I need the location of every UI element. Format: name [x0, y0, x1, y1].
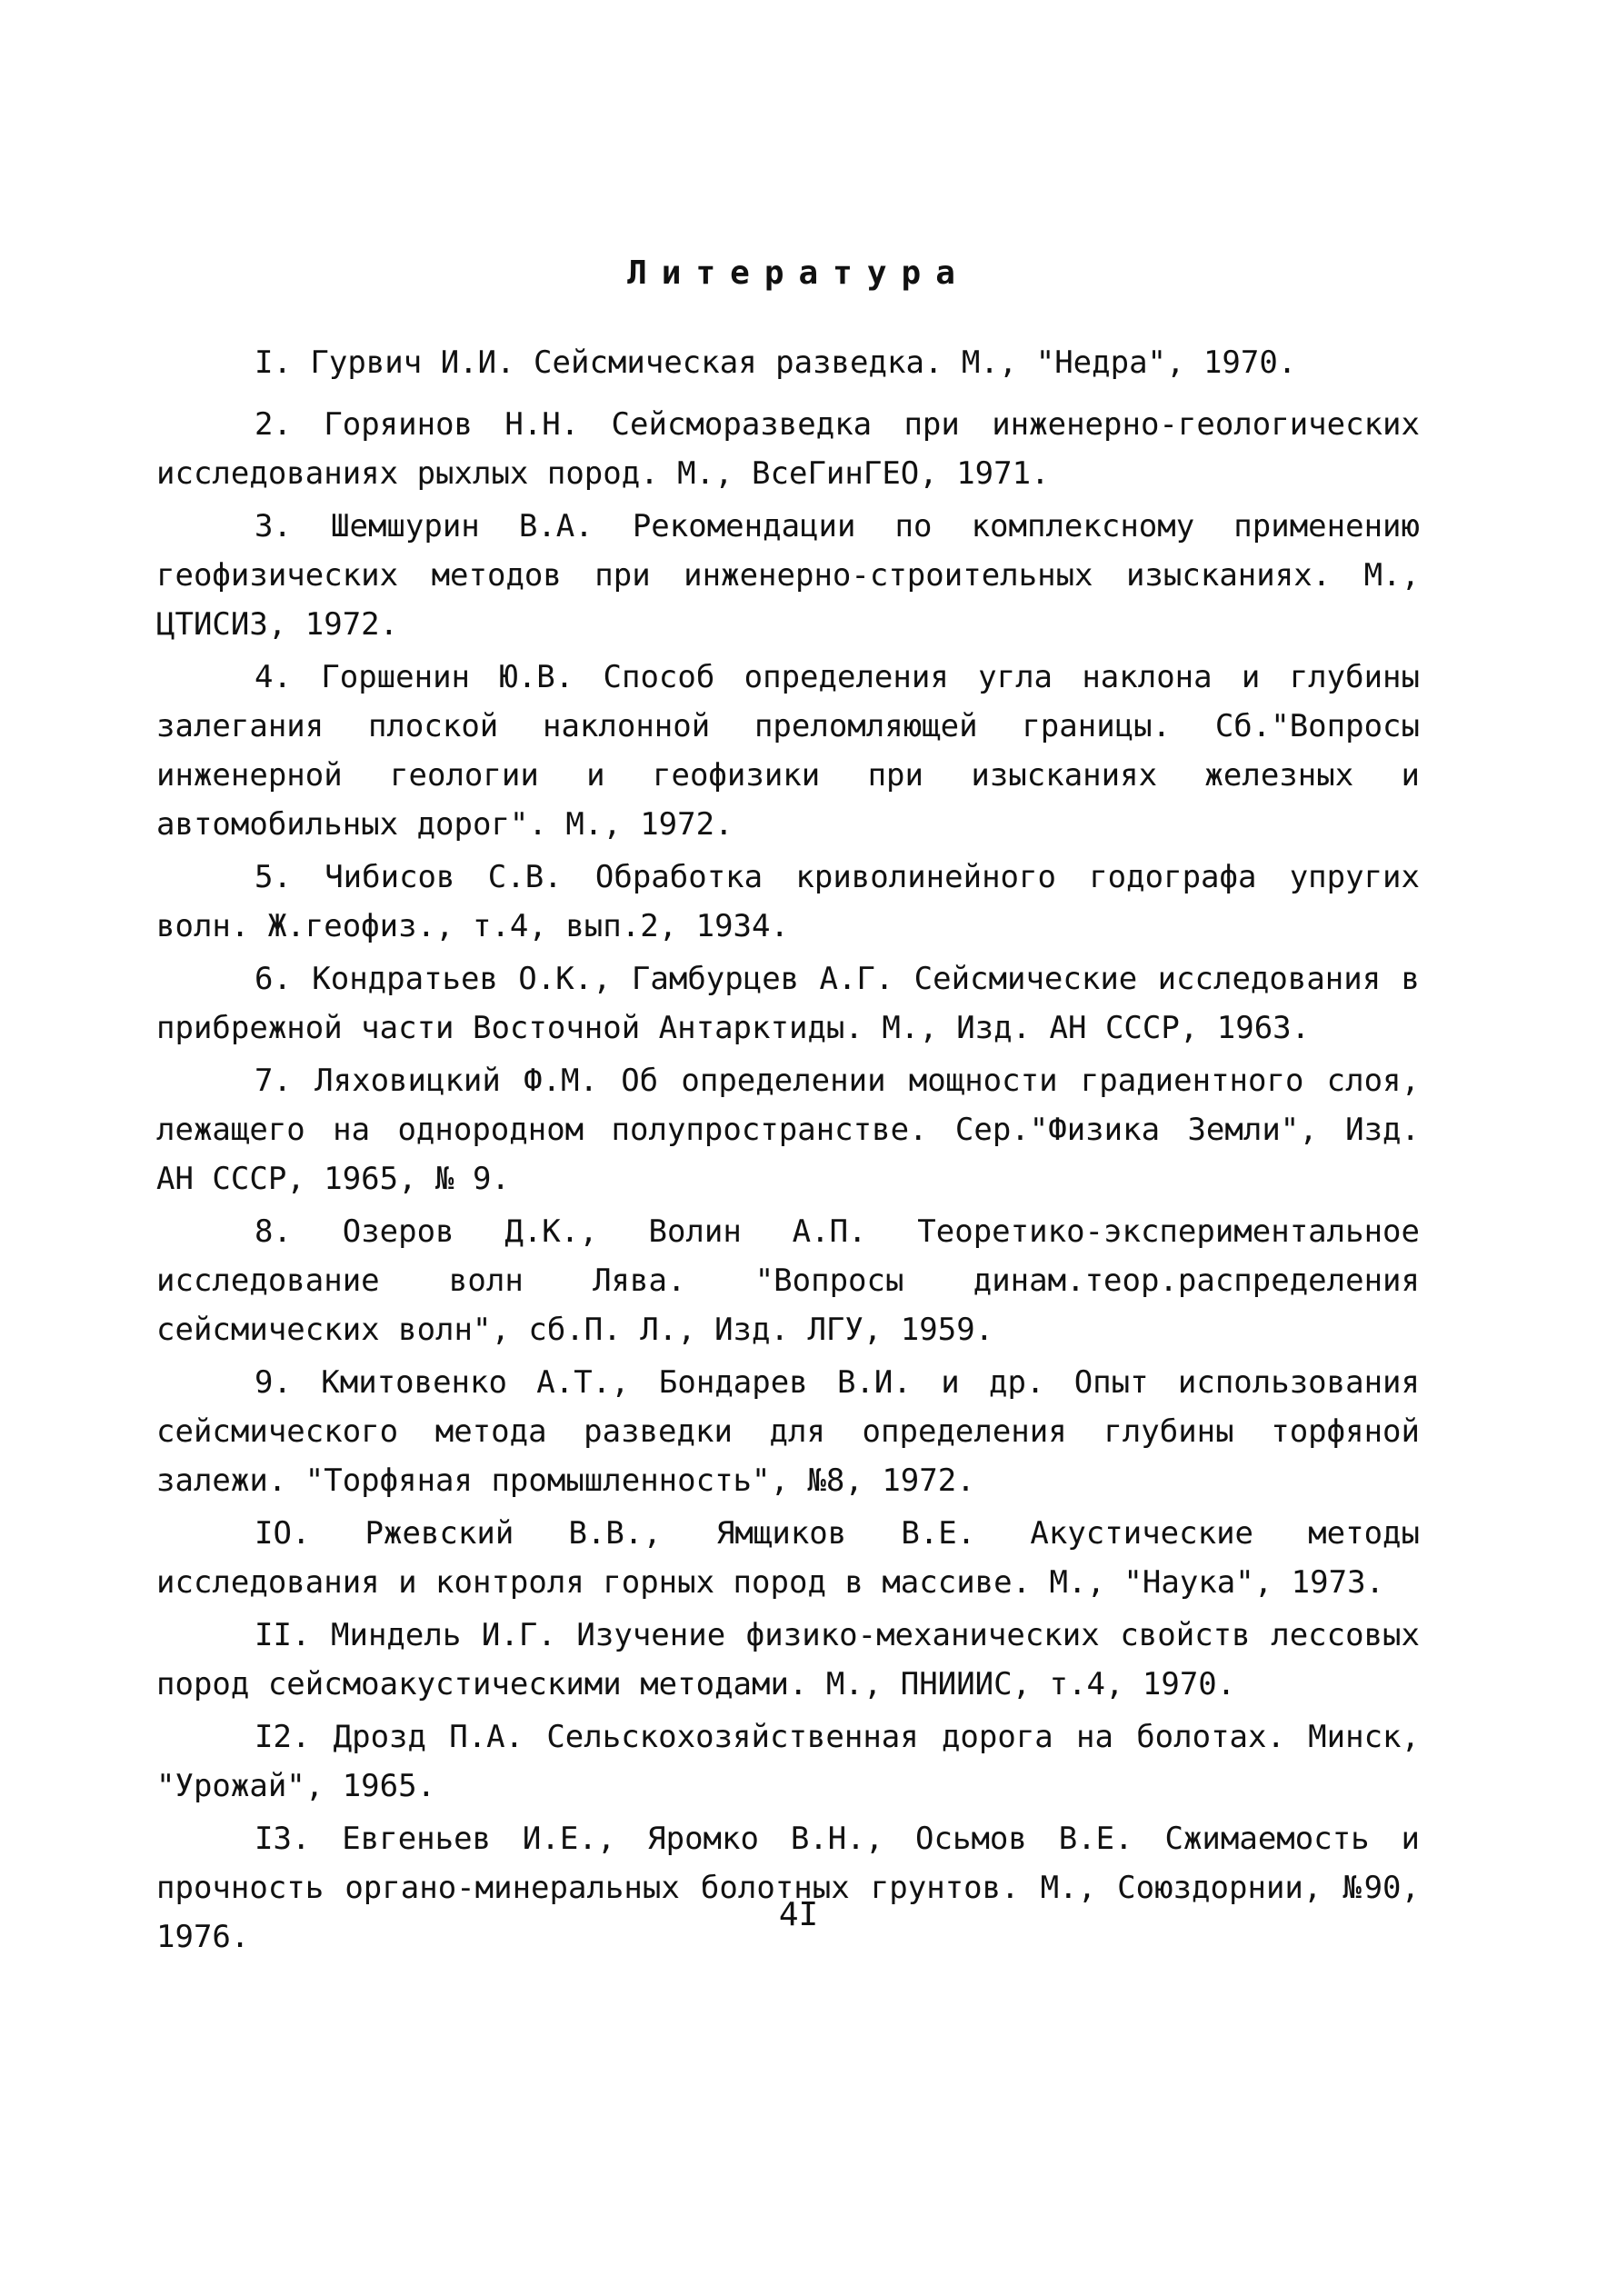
reference-item: 2. Горяинов Н.Н. Сейсморазведка при инженерно-геологических исследованиях рыхлых пород. М., ВсеГинГЕО, 1971. [156, 406, 1420, 492]
page-title: Литература [627, 255, 970, 292]
reference-item: 3. Шемшурин В.А. Рекомендации по комплексному применению геофизических методов при инженерно-строительных изысканиях. М., ЦТИСИЗ, 1972. [156, 508, 1420, 643]
reference-item: 4. Горшенин Ю.В. Способ определения угла наклона и глубины залегания плоской наклонной преломляющей границы. Сб."Вопросы инженерной геологии и геофизики при изысканиях железных и автомобильных дорог". М., 1972. [156, 659, 1420, 843]
reference-item: I2. Дрозд П.А. Сельскохозяйственная дорога на болотах. Минск, "Урожай", 1965. [156, 1719, 1420, 1804]
reference-item: 5. Чибисов С.В. Обработка криволинейного годографа упругих волн. Ж.геофиз., т.4, вып.2, 1934. [156, 859, 1420, 944]
page-number: 4I [778, 1896, 819, 1933]
reference-item: I. Гурвич И.И. Сейсмическая разведка. М., "Недра", 1970. [255, 344, 1297, 381]
reference-item: I3. Евгеньев И.Е., Яромко В.Н., Осьмов В.Е. Сжимаемость и прочность органо-минеральных болотных грунтов. М., Союздорнии, №90, 1976. [156, 1821, 1420, 1955]
reference-item: 9. Кмитовенко А.Т., Бондарев В.И. и др. Опыт использования сейсмического метода разведки для определения глубины торфяной залежи. "Торфяная промышленность", №8, 1972. [156, 1364, 1420, 1499]
reference-item: 6. Кондратьев О.К., Гамбурцев А.Г. Сейсмические исследования в прибрежной части Восточной Антарктиды. М., Изд. АН СССР, 1963. [156, 961, 1420, 1046]
reference-list [156, 338, 1420, 1965]
reference-item: 7. Ляховицкий Ф.М. Об определении мощности градиентного слоя, лежащего на однородном полупространстве. Сер."Физика Земли", Изд. АН СССР, 1965, № 9. [156, 1063, 1420, 1197]
reference-item: 8. Озеров Д.К., Волин А.П. Теоретико-экспериментальное исследование волн Лява. "Вопросы динам.теор.распределения сейсмических волн", сб.П. Л., Изд. ЛГУ, 1959. [156, 1213, 1420, 1348]
reference-item: II. Миндель И.Г. Изучение физико-механических свойств лессовых пород сейсмоакустическими методами. М., ПНИИИС, т.4, 1970. [156, 1617, 1420, 1702]
reference-item: IO. Ржевский В.В., Ямщиков В.Е. Акустические методы исследования и контроля горных пород в массиве. М., "Наука", 1973. [156, 1515, 1420, 1601]
